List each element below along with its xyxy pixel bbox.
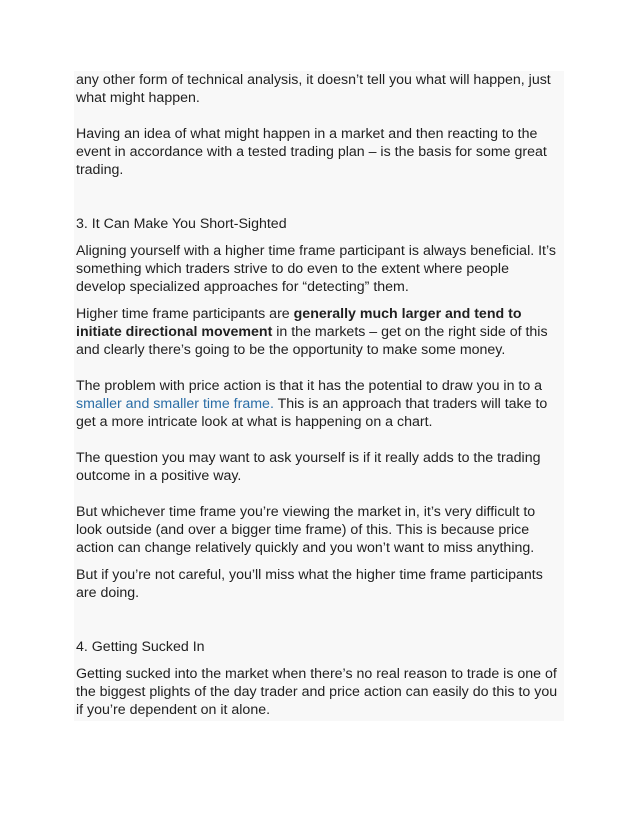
paragraph-not-careful: But if you’re not careful, you’ll miss what the higher time frame participants are doing. (76, 567, 543, 601)
paragraph-text: The problem with price action is that it has the potential to draw you in to a (76, 378, 543, 394)
paragraph-getting-sucked-in: Getting sucked into the market when there’s no real reason to trade is one of the biggest plights of the day trader and price action can easily do this to you if you’re dependent on it alone. (76, 666, 558, 718)
paragraph-price-action-problem (74, 377, 564, 431)
paragraph-whichever-time-frame: But whichever time frame you’re viewing the market in, it’s very difficult to look outside (and over a bigger time frame) of this. This is because price action can change relatively quickly and you won’t want to miss anything. (76, 504, 536, 556)
smaller-time-frame-link[interactable]: smaller and smaller time frame. (76, 396, 274, 412)
article-body (74, 71, 564, 721)
section-heading-sucked-in: 4. Getting Sucked In (76, 639, 205, 655)
paragraph-text: Higher time frame participants are (76, 306, 294, 322)
paragraph-higher-time-frame (74, 305, 564, 359)
paragraph-analysis-continuation: any other form of technical analysis, it doesn’t tell you what will happen, just what might happen. (76, 72, 551, 106)
bold-emphasis: generally much larger and tend to initiate directional movement (76, 306, 522, 340)
paragraph-aligning: Aligning yourself with a higher time frame participant is always beneficial. It’s something which traders strive to do even to the extent where people develop specialized approaches for “detecting” them. (76, 243, 556, 295)
paragraph-trading-plan: Having an idea of what might happen in a market and then reacting to the event in accordance with a tested trading plan – is the basis for some great trading. (76, 126, 547, 178)
paragraph-text: This is an approach that traders will take to get a more intricate look at what is happening on a chart. (76, 396, 548, 430)
paragraph-question: The question you may want to ask yourself is if it really adds to the trading outcome in a positive way. (76, 450, 541, 484)
paragraph-text: in the markets – get on the right side of this and clearly there’s going to be the opportunity to make some money. (76, 324, 548, 358)
section-heading-short-sighted: 3. It Can Make You Short-Sighted (76, 216, 287, 232)
